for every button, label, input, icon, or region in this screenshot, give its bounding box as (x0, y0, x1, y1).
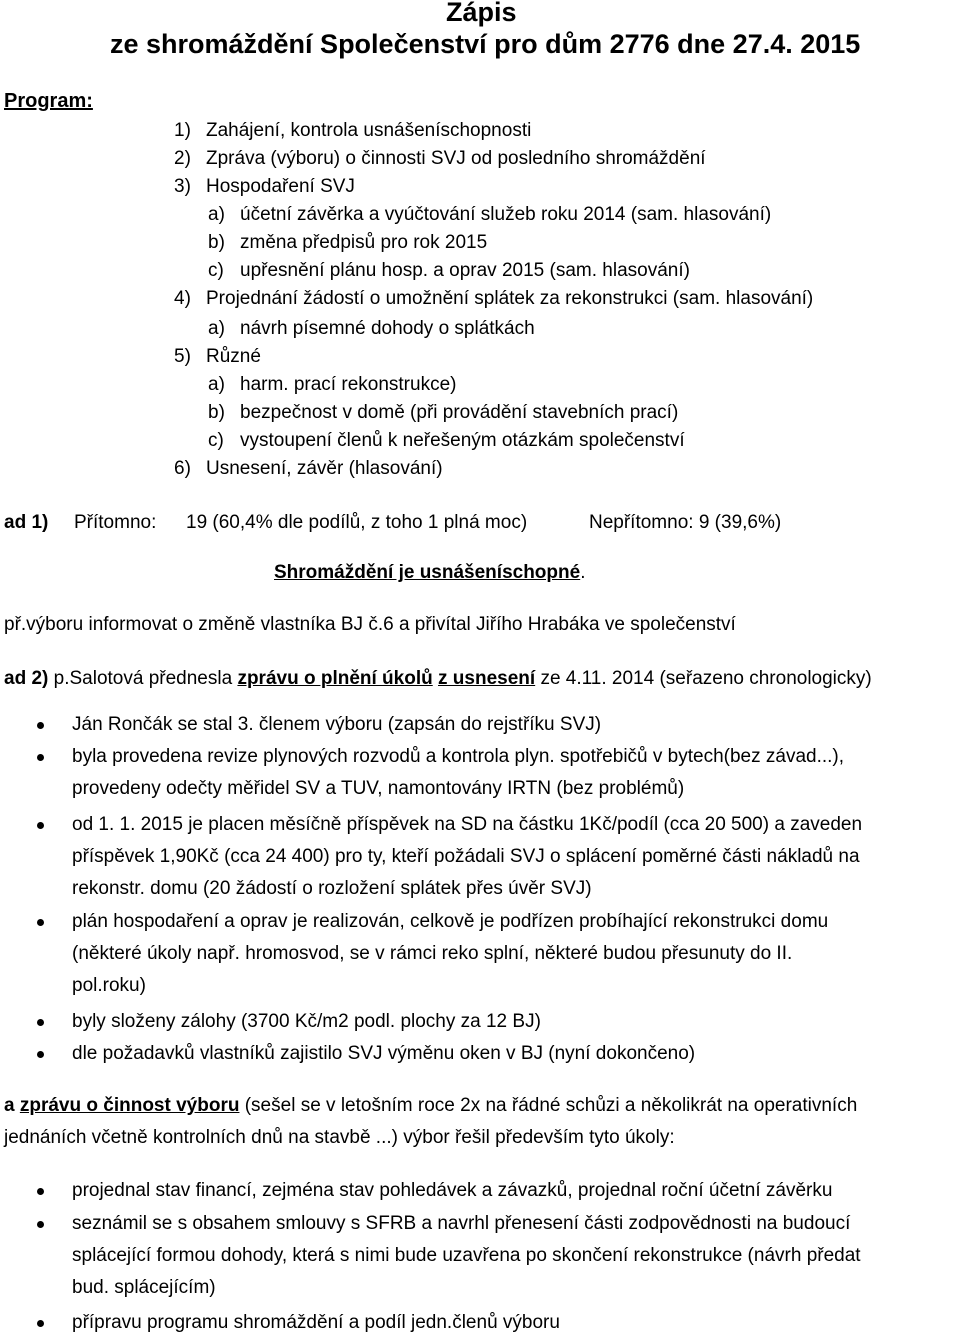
ad2-intro-d: z usnesení (438, 668, 536, 689)
program-item-text: vystoupení členů k neřešeným otázkám společenství (240, 430, 685, 451)
program-item-text: Různé (206, 346, 261, 367)
bullet-line: pol.roku) (72, 975, 146, 996)
bullet-line: projednal stav financí, zejména stav pohledávek a závazků, projednal roční účetní závěrku (72, 1180, 833, 1201)
bullet-icon (37, 1221, 44, 1228)
bullet-line: seznámil se s obsahem smlouvy s SFRB a navrhl přenesení části zodpovědnosti na budoucí (72, 1213, 851, 1234)
program-subitem (208, 402, 678, 424)
program-item-text: Hospodaření SVJ (206, 176, 355, 197)
ad2-intro-e: ze 4.11. 2014 (seřazeno chronologicky) (535, 668, 872, 689)
program-subitem (208, 260, 690, 282)
bullet-line: Ján Rončák se stal 3. členem výboru (zapsán do rejstříku SVJ) (72, 714, 602, 735)
program-item-text: návrh písemné dohody o splátkách (240, 318, 535, 339)
ad1-label: ad 1) (4, 512, 49, 533)
program-item-number: c) (208, 430, 224, 451)
program-item (174, 458, 443, 480)
present-label: Přítomno: (74, 512, 157, 533)
bullet-line: od 1. 1. 2015 je placen měsíčně příspěvek na SD na částku 1Kč/podíl (cca 20 500) a zaveden (72, 814, 863, 835)
bullet-line: přípravu programu shromáždění a podíl jedn.členů výboru (72, 1312, 560, 1333)
program-item-number: a) (208, 204, 225, 225)
program-item (174, 346, 261, 368)
bullet-line: provedeny odečty měřidel SV a TUV, namontovány IRTN (bez problémů) (72, 778, 685, 799)
bullet-line: splácející formou dohody, která s nimi bude uzavřena po skončení rekonstrukce (návrh předat (72, 1245, 861, 1266)
program-item-number: a) (208, 374, 225, 395)
ad1-note: př.výboru informovat o změně vlastníka BJ č.6 a přivítal Jiřího Hrabáka ve společenství (4, 614, 736, 635)
bullet-icon (37, 754, 44, 761)
program-item-text: změna předpisů pro rok 2015 (240, 232, 488, 253)
program-label: Program: (4, 90, 93, 112)
bullet-icon (37, 822, 44, 829)
bullet-line: bud. splácejícím) (72, 1277, 216, 1298)
absent-value: Nepřítomno: 9 (39,6%) (589, 512, 782, 533)
report-bold: zprávu o činnost výboru (19, 1095, 240, 1116)
quorum-text: Shromáždění je usnášeníschopné (274, 562, 581, 583)
program-item-text: Zpráva (výboru) o činnosti SVJ od posledního shromáždění (206, 148, 706, 169)
program-item-text: účetní závěrka a vyúčtování služeb roku 2014 (sam. hlasování) (240, 204, 772, 225)
program-item-number: 2) (174, 148, 191, 169)
document-subtitle: ze shromáždění Společenství pro dům 2776 dne 27.4. 2015 (110, 29, 861, 59)
program-item-number: a) (208, 318, 225, 339)
program-item-number: 4) (174, 288, 191, 309)
bullet-line: rekonstr. domu (20 žádostí o rozložení splátek přes úvěr SVJ) (72, 878, 592, 899)
bullet-line: byly složeny zálohy (3700 Kč/m2 podl. plochy za 12 BJ) (72, 1011, 541, 1032)
report-line-2: jednáních včetně kontrolních dnů na stavbě ...) výbor řešil především tyto úkoly: (4, 1127, 675, 1148)
program-subitem (208, 318, 535, 340)
program-item (174, 120, 531, 142)
program-item-number: 6) (174, 458, 191, 479)
program-item-number: 3) (174, 176, 191, 197)
quorum-line (274, 562, 585, 584)
program-item-number: 5) (174, 346, 191, 367)
program-item (174, 148, 706, 170)
ad1-row (4, 512, 48, 534)
program-item-text: Zahájení, kontrola usnášeníschopnosti (206, 120, 532, 141)
program-item-number: 1) (174, 120, 191, 141)
program-subitem (208, 204, 771, 226)
program-item-text: Usnesení, závěr (hlasování) (206, 458, 443, 479)
ad2-intro (4, 668, 872, 690)
ad2-intro-a: p.Salotová přednesla (53, 668, 238, 689)
bullet-line: příspěvek 1,90Kč (cca 24 400) pro ty, kteří požádali SVJ o splácení poměrné části nákladů na (72, 846, 860, 867)
bullet-line: plán hospodaření a oprav je realizován, celkově je podřízen probíhající rekonstrukci domu (72, 911, 829, 932)
program-subitem (208, 430, 685, 452)
program-subitem (208, 232, 487, 254)
program-item-number: b) (208, 402, 225, 423)
present-value: 19 (60,4% dle podílů, z toho 1 plná moc) (186, 512, 528, 533)
bullet-icon (37, 1019, 44, 1026)
program-item-text: harm. prací rekonstrukce) (240, 374, 457, 395)
bullet-icon (37, 1188, 44, 1195)
program-item-text: Projednání žádostí o umožnění splátek za rekonstrukci (sam. hlasování) (206, 288, 814, 309)
program-item (174, 288, 813, 310)
report-line-1 (4, 1095, 857, 1117)
program-item-number: c) (208, 260, 224, 281)
bullet-icon (37, 1051, 44, 1058)
ad2-intro-b: zprávu o plnění úkolů (237, 668, 433, 689)
report-prefix: a (4, 1095, 20, 1116)
report-line1-rest: (sešel se v letošním roce 2x na řádné schůzi a několikrát na operativních (239, 1095, 858, 1116)
program-item-text: bezpečnost v domě (při provádění stavebních prací) (240, 402, 679, 423)
bullet-icon (37, 722, 44, 729)
program-subitem (208, 374, 456, 396)
quorum-period: . (580, 562, 586, 583)
program-item-number: b) (208, 232, 225, 253)
bullet-icon (37, 1320, 44, 1327)
bullet-line: (některé úkoly např. hromosvod, se v rámci reko splní, některé budou přesunuty do II. (72, 943, 793, 964)
bullet-line: dle požadavků vlastníků zajistilo SVJ výměnu oken v BJ (nyní dokončeno) (72, 1043, 696, 1064)
program-item-text: upřesnění plánu hosp. a oprav 2015 (sam. hlasování) (240, 260, 690, 281)
bullet-icon (37, 919, 44, 926)
program-item (174, 176, 355, 198)
ad2-label: ad 2) (4, 668, 49, 689)
bullet-line: byla provedena revize plynových rozvodů a kontrola plyn. spotřebičů v bytech(bez závad...), (72, 746, 845, 767)
document-title: Zápis (446, 0, 517, 27)
